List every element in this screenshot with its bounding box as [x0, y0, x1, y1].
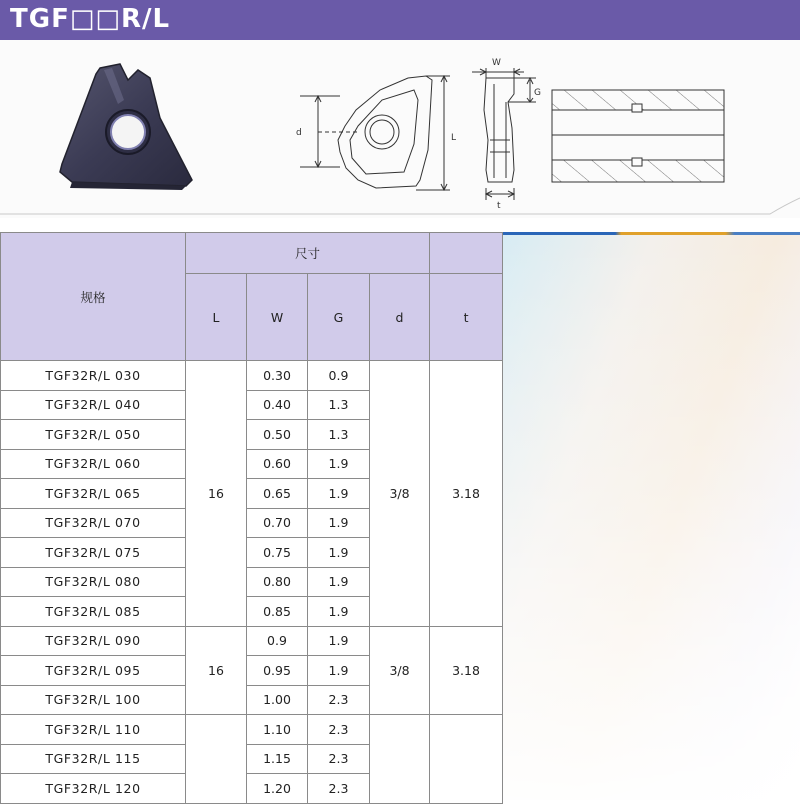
table-row: [1, 626, 503, 656]
w-value-cell: 1.00: [247, 685, 308, 715]
label-t: t: [497, 201, 501, 211]
g-value-cell: 1.9: [308, 479, 370, 509]
w-value-cell: 0.75: [247, 538, 308, 568]
model-cell: TGF32R/L 050: [1, 420, 186, 450]
g-value-cell: 2.3: [308, 715, 370, 745]
figure-panel: [0, 40, 800, 218]
l-value-cell: 16: [186, 626, 247, 715]
t-value-cell-empty: [430, 715, 503, 804]
column-header-d: d: [370, 274, 430, 361]
w-value-cell: 0.80: [247, 567, 308, 597]
column-header-t: t: [430, 274, 503, 361]
t-value-cell: 3.18: [430, 361, 503, 627]
g-value-cell: 1.9: [308, 538, 370, 568]
l-value-cell-empty: [186, 715, 247, 804]
w-value-cell: 1.20: [247, 774, 308, 804]
page-title: TGF□□R/L: [10, 4, 171, 34]
g-value-cell: 2.3: [308, 685, 370, 715]
model-cell: TGF32R/L 060: [1, 449, 186, 479]
w-value-cell: 1.15: [247, 744, 308, 774]
g-value-cell: 1.9: [308, 508, 370, 538]
insert-photo: [60, 64, 192, 190]
w-value-cell: 1.10: [247, 715, 308, 745]
column-header-l: L: [186, 274, 247, 361]
cross-section-drawing: [552, 90, 724, 182]
w-value-cell: 0.30: [247, 361, 308, 391]
w-value-cell: 0.40: [247, 390, 308, 420]
w-value-cell: 0.70: [247, 508, 308, 538]
blank-header-cell: [430, 233, 503, 274]
g-value-cell: 1.9: [308, 656, 370, 686]
w-value-cell: 0.60: [247, 449, 308, 479]
column-header-g: G: [308, 274, 370, 361]
model-cell: TGF32R/L 080: [1, 567, 186, 597]
front-view-drawing: [300, 76, 450, 190]
d-value-cell: 3/8: [370, 626, 430, 715]
model-cell: TGF32R/L 030: [1, 361, 186, 391]
l-value-cell: 16: [186, 361, 247, 627]
w-value-cell: 0.85: [247, 597, 308, 627]
title-banner: [0, 0, 800, 40]
g-value-cell: 1.9: [308, 449, 370, 479]
w-value-cell: 0.95: [247, 656, 308, 686]
model-cell: TGF32R/L 090: [1, 626, 186, 656]
model-cell: TGF32R/L 120: [1, 774, 186, 804]
model-cell: TGF32R/L 115: [1, 744, 186, 774]
g-value-cell: 1.3: [308, 420, 370, 450]
model-cell: TGF32R/L 100: [1, 685, 186, 715]
w-value-cell: 0.50: [247, 420, 308, 450]
g-value-cell: 2.3: [308, 744, 370, 774]
label-d: d: [296, 128, 302, 138]
model-cell: TGF32R/L 040: [1, 390, 186, 420]
g-value-cell: 0.9: [308, 361, 370, 391]
g-value-cell: 1.9: [308, 626, 370, 656]
g-value-cell: 1.9: [308, 597, 370, 627]
model-cell: TGF32R/L 085: [1, 597, 186, 627]
model-cell: TGF32R/L 110: [1, 715, 186, 745]
w-value-cell: 0.9: [247, 626, 308, 656]
size-group-header: 尺寸: [186, 233, 430, 274]
label-w: W: [492, 58, 501, 68]
label-g: G: [534, 88, 541, 98]
g-value-cell: 2.3: [308, 774, 370, 804]
t-value-cell: 3.18: [430, 626, 503, 715]
g-value-cell: 1.9: [308, 567, 370, 597]
model-cell: TGF32R/L 065: [1, 479, 186, 509]
label-l: L: [451, 133, 457, 143]
model-cell: TGF32R/L 070: [1, 508, 186, 538]
d-value-cell: 3/8: [370, 361, 430, 627]
table-row: [1, 715, 503, 745]
spec-table: [0, 232, 503, 804]
w-value-cell: 0.65: [247, 479, 308, 509]
model-cell: TGF32R/L 075: [1, 538, 186, 568]
spec-header: 规格: [1, 233, 186, 361]
column-header-w: W: [247, 274, 308, 361]
insert-drawings: [0, 40, 800, 218]
g-value-cell: 1.3: [308, 390, 370, 420]
decorative-background: [502, 232, 800, 800]
side-view-drawing: [472, 68, 536, 200]
table-row: [1, 361, 503, 391]
model-cell: TGF32R/L 095: [1, 656, 186, 686]
d-value-cell-empty: [370, 715, 430, 804]
